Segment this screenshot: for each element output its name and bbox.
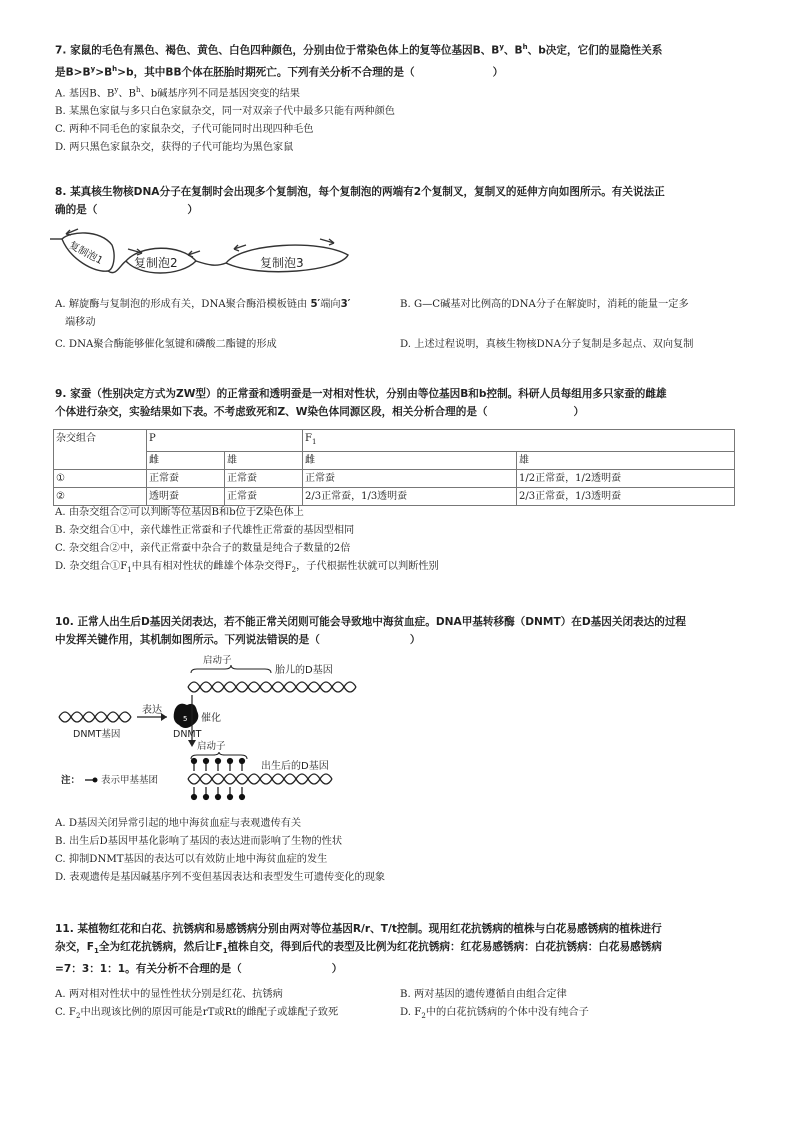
cell: ② (54, 488, 147, 506)
postnatal-d-gene-label: 出生后的D基因 (261, 761, 329, 772)
q10-stem: 10. 正常人出生后D基因关闭表达，若不能正常关闭则可能会导致地中海贫血症。DNA甲基转移酶（DNMT）在D基因关闭表达的过程 中发挥关键作用，其机制如图所示。下列说法错误的是（ ） (55, 616, 687, 646)
question-8 (55, 183, 745, 219)
table-row (54, 488, 735, 506)
q10-options (55, 815, 745, 887)
header-p-male: 雄 (225, 452, 303, 470)
fetal-d-gene-helix (188, 682, 356, 692)
q9-option-b: B. 杂交组合①中，亲代雄性正常蚕和子代雄性正常蚕的基因型相同 (55, 525, 355, 536)
header-p-female: 雌 (147, 452, 225, 470)
q9-stem: 9. 家蚕（性别决定方式为ZW型）的正常蚕和透明蚕是一对相对性状，分别由等位基因B和b控制。科研人员每组用多只家蚕的雌雄 个体进行杂交，实验结果如下表。不考虑致死和Z、W染色体同源区段，相关分析合理的是（ ） (55, 388, 667, 418)
express-label: 表达 (142, 705, 162, 716)
q7-option-d: D. 两只黑色家鼠杂交，获得的子代可能均为黑色家鼠 (55, 142, 294, 154)
q8-stem: 8. 某真核生物核DNA分子在复制时会出现多个复制泡，每个复制泡的两端有2个复制叉，复制叉的延伸方向如图所示。有关说法正 确的是（ ） (55, 186, 665, 216)
q7-option-a: A. 基因B、$B^y$、$B^h$、b碱基序列不同是基因突变的结果 (55, 86, 300, 100)
promoter-label-top: 启动子 (203, 655, 232, 666)
q10-option-c: C. 抑制DNMT基因的表达可以有效防止地中海贫血症的发生 (55, 854, 328, 865)
methyl-legend-icon (85, 778, 98, 783)
header-f1-female: 雌 (303, 452, 517, 470)
bubble-1-label: 复制泡1 (67, 240, 105, 267)
q7-stem: 7. 家鼠的毛色有黑色、褐色、黄色、白色四种颜色，分别由位于常染色体上的复等位基因B、$B^y$、$B^h$、b决定，它们的显隐性关系 是$B>B^y>B^h>b$，其中BB个体在胚胎时期死亡。下列有关分析不合理的是（ ） (55, 43, 663, 79)
q10-option-d: D. 表观遗传是基因碱基序列不变但基因表达和表型发生可遗传变化的现象 (55, 872, 386, 883)
note-label: 注： (61, 775, 81, 786)
cell: ① (54, 470, 147, 488)
question-9 (55, 385, 745, 421)
q9-option-c: C. 杂交组合②中，亲代正常蚕中杂合子的数量是纯合子数量的2倍 (55, 543, 351, 554)
note-text: 表示甲基基团 (101, 775, 159, 786)
q11-option-b: B. 两对基因的遗传遵循自由组合定律 (400, 989, 567, 1001)
cell: 正常蚕 (303, 470, 517, 488)
q9-options (55, 504, 745, 579)
catalyze-label: 催化 (201, 713, 221, 724)
cell: 1/2正常蚕，1/2透明蚕 (517, 470, 735, 488)
dnmt-mechanism-diagram (55, 655, 385, 805)
postnatal-d-gene-helix (188, 774, 332, 784)
dnmt-label: DNMT (173, 729, 202, 740)
cell: 2/3正常蚕，1/3透明蚕 (303, 488, 517, 506)
q8-options (55, 296, 745, 354)
bubble-2-label: 复制泡2 (134, 256, 178, 270)
q11-option-a: A. 两对相对性状中的显性性状分别是红花、抗锈病 (55, 989, 283, 1001)
q10-option-a: A. D基因关闭异常引起的地中海贫血症与表观遗传有关 (55, 818, 302, 829)
cell: 2/3正常蚕，1/3透明蚕 (517, 488, 735, 506)
header-p: P (147, 430, 303, 452)
svg-text:5: 5 (183, 715, 188, 723)
question-7 (55, 38, 745, 157)
header-f1: $F_1$ (303, 430, 735, 452)
replication-bubble-diagram (50, 225, 360, 287)
cell: 正常蚕 (225, 470, 303, 488)
fetal-d-gene-label: 胎儿的D基因 (275, 665, 333, 676)
header-cross: 杂交组合 (54, 430, 147, 470)
cell: 透明蚕 (147, 488, 225, 506)
q11-option-c: C. $F_2$中出现该比例的原因可能是rT或Rt的雌配子或雄配子致死 (55, 1007, 339, 1021)
question-11 (55, 920, 745, 1025)
q11-option-d: D. $F_2$中的白花抗锈病的个体中没有纯合子 (400, 1007, 589, 1021)
q8-option-a: A. 解旋酶与复制泡的形成有关，DNA聚合酶沿模板链由 5′端向3′ 端移动 (55, 299, 351, 328)
q9-option-a: A. 由杂交组合②可以判断等位基因B和b位于Z染色体上 (55, 507, 304, 518)
q7-option-c: C. 两种不同毛色的家鼠杂交，子代可能同时出现四种毛色 (55, 124, 314, 136)
q7-option-b: B. 某黑色家鼠与多只白色家鼠杂交，同一对双亲子代中最多只能有两种颜色 (55, 106, 395, 118)
q8-option-b: B. G—C碱基对比例高的DNA分子在解旋时，消耗的能量一定多 (400, 299, 689, 310)
cell: 正常蚕 (225, 488, 303, 506)
table-row (54, 470, 735, 488)
question-10 (55, 613, 745, 649)
q8-option-d: D. 上述过程说明，真核生物核DNA分子复制是多起点、双向复制 (400, 339, 694, 350)
bubble-3-label: 复制泡3 (260, 256, 304, 270)
dnmt-gene-helix (59, 712, 131, 722)
q10-option-b: B. 出生后D基因甲基化影响了基因的表达进而影响了生物的性状 (55, 836, 343, 847)
q8-option-c: C. DNA聚合酶能够催化氢键和磷酸二酯键的形成 (55, 339, 277, 350)
header-f1-male: 雄 (517, 452, 735, 470)
q9-option-d: D. 杂交组合$①F_1$中具有相对性状的雌雄个体杂交得$F_2$，子代根据性状就可以判断性别 (55, 561, 439, 575)
dnmt-gene-label: DNMT基因 (73, 729, 121, 740)
cell: 正常蚕 (147, 470, 225, 488)
promoter-label-bottom: 启动子 (197, 741, 226, 752)
q9-table (53, 429, 735, 506)
q11-stem: 11. 某植物红花和白花、抗锈病和易感锈病分别由两对等位基因R/r、T/t控制。现用红花抗锈病的植株与白花易感锈病的植株进行 杂交，$F_1$全为红花抗锈病，然后让$F_1$植株自交，得到后代的表型及比例为红花抗锈病：红花易感锈病：白花抗锈病：白花易感锈病 =7：3：1：1。有关分析不合理的是（ ） (55, 923, 662, 976)
